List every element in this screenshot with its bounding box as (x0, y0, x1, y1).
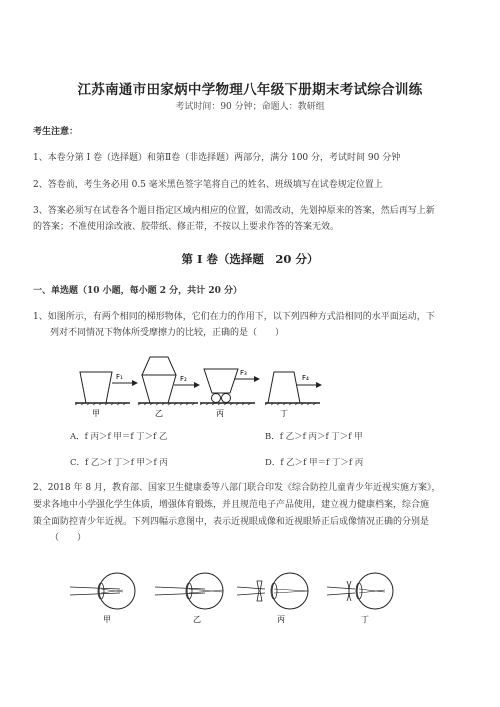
q1-fig-yi (138, 357, 200, 418)
q1-fig-ding (265, 372, 322, 418)
q2-fig-yi (155, 573, 223, 624)
q2-label-ding: 丁 (361, 615, 369, 624)
notice-item-1: 1、本卷分第 I 卷（选择题）和第Ⅱ卷（非选择题）两部分，满分 100 分，考试时间 90 分钟 (33, 153, 401, 163)
q1-option-c[interactable]: C．f 乙＞f 丁＞f 甲＞f 丙 (70, 458, 168, 468)
q1-label-bing: 丙 (216, 409, 224, 418)
q2-text-line4: （ ） (50, 533, 87, 543)
q2-text-line2: 要求各地中小学强化学生体质，增强体育锻炼，并且规范电子产品使用，建立视力健康档案，综合施 (33, 500, 430, 510)
q1-label-jia: 甲 (92, 409, 100, 418)
q2-text-line3: 策全面防控青少年近视。下列四幅示意图中，表示近视眼成像和近视眼矫正后成像情况正确的分别是 (33, 517, 430, 527)
q1-fig-bing (200, 369, 260, 418)
q1-force-2: F₂ (180, 375, 187, 383)
notice-item-2: 2、答卷前，考生务必用 0.5 毫米黑色签字笔将自己的姓名、班级填写在试卷规定位置上 (33, 180, 383, 190)
q2-text-line1: 2、2018 年 8 月，教育部、国家卫生健康委等八部门联合印发《综合防控儿童青少年近视实施方案》， (33, 483, 441, 493)
part-heading: 一、单选题（10 小题，每小题 2 分，共计 20 分） (33, 286, 242, 296)
q1-option-a[interactable]: A．f 丙＞f 甲＝f 丁＞f 乙 (70, 432, 168, 442)
q1-figure (70, 355, 450, 420)
q2-fig-jia (70, 573, 135, 624)
q1-force-3: F₃ (240, 369, 247, 377)
q2-fig-bing (237, 573, 308, 624)
q1-label-ding: 丁 (280, 409, 288, 418)
q1-text-line2: 列对不同情况下物体所受摩擦力的比较，正确的是（ ） (50, 328, 285, 338)
q2-label-jia: 甲 (103, 615, 111, 624)
notice-heading: 考生注意： (33, 127, 79, 137)
q2-label-bing: 丙 (277, 615, 285, 624)
section-title: 第 I 卷（选择题 20 分） (181, 252, 319, 266)
q2-figure (65, 565, 465, 630)
q1-force-4: F₄ (302, 374, 309, 382)
q1-fig-jia (75, 372, 138, 418)
q1-label-yi: 乙 (155, 409, 163, 418)
q2-label-yi: 乙 (193, 615, 201, 624)
exam-info: 考试时间：90 分钟；命题人：教研组 (175, 102, 325, 112)
q2-fig-ding (327, 573, 393, 624)
q1-option-d[interactable]: D．f 乙＞f 甲＝f 丁＞f 丙 (265, 458, 364, 468)
page-title: 江苏南通市田家炳中学物理八年级下册期末考试综合训练 (77, 82, 423, 98)
q1-force-1: F₁ (116, 373, 123, 381)
q1-option-b[interactable]: B．f 乙＞f 丙＞f 丁＞f 甲 (265, 432, 363, 442)
q1-text-line1: 1、如图所示，有两个相同的梯形物体，它们在力的作用下，以下列四种方式沿相同的水平面运动，下 (33, 312, 435, 322)
notice-item-3-cont: 的答案；不准使用涂改液、胶带纸、修正带，不按以上要求作答的答案无效。 (33, 222, 340, 232)
notice-item-3: 3、答案必须写在试卷各个题目指定区域内相应的位置，如需改动，先划掉原来的答案，然后再写上新 (33, 206, 435, 216)
